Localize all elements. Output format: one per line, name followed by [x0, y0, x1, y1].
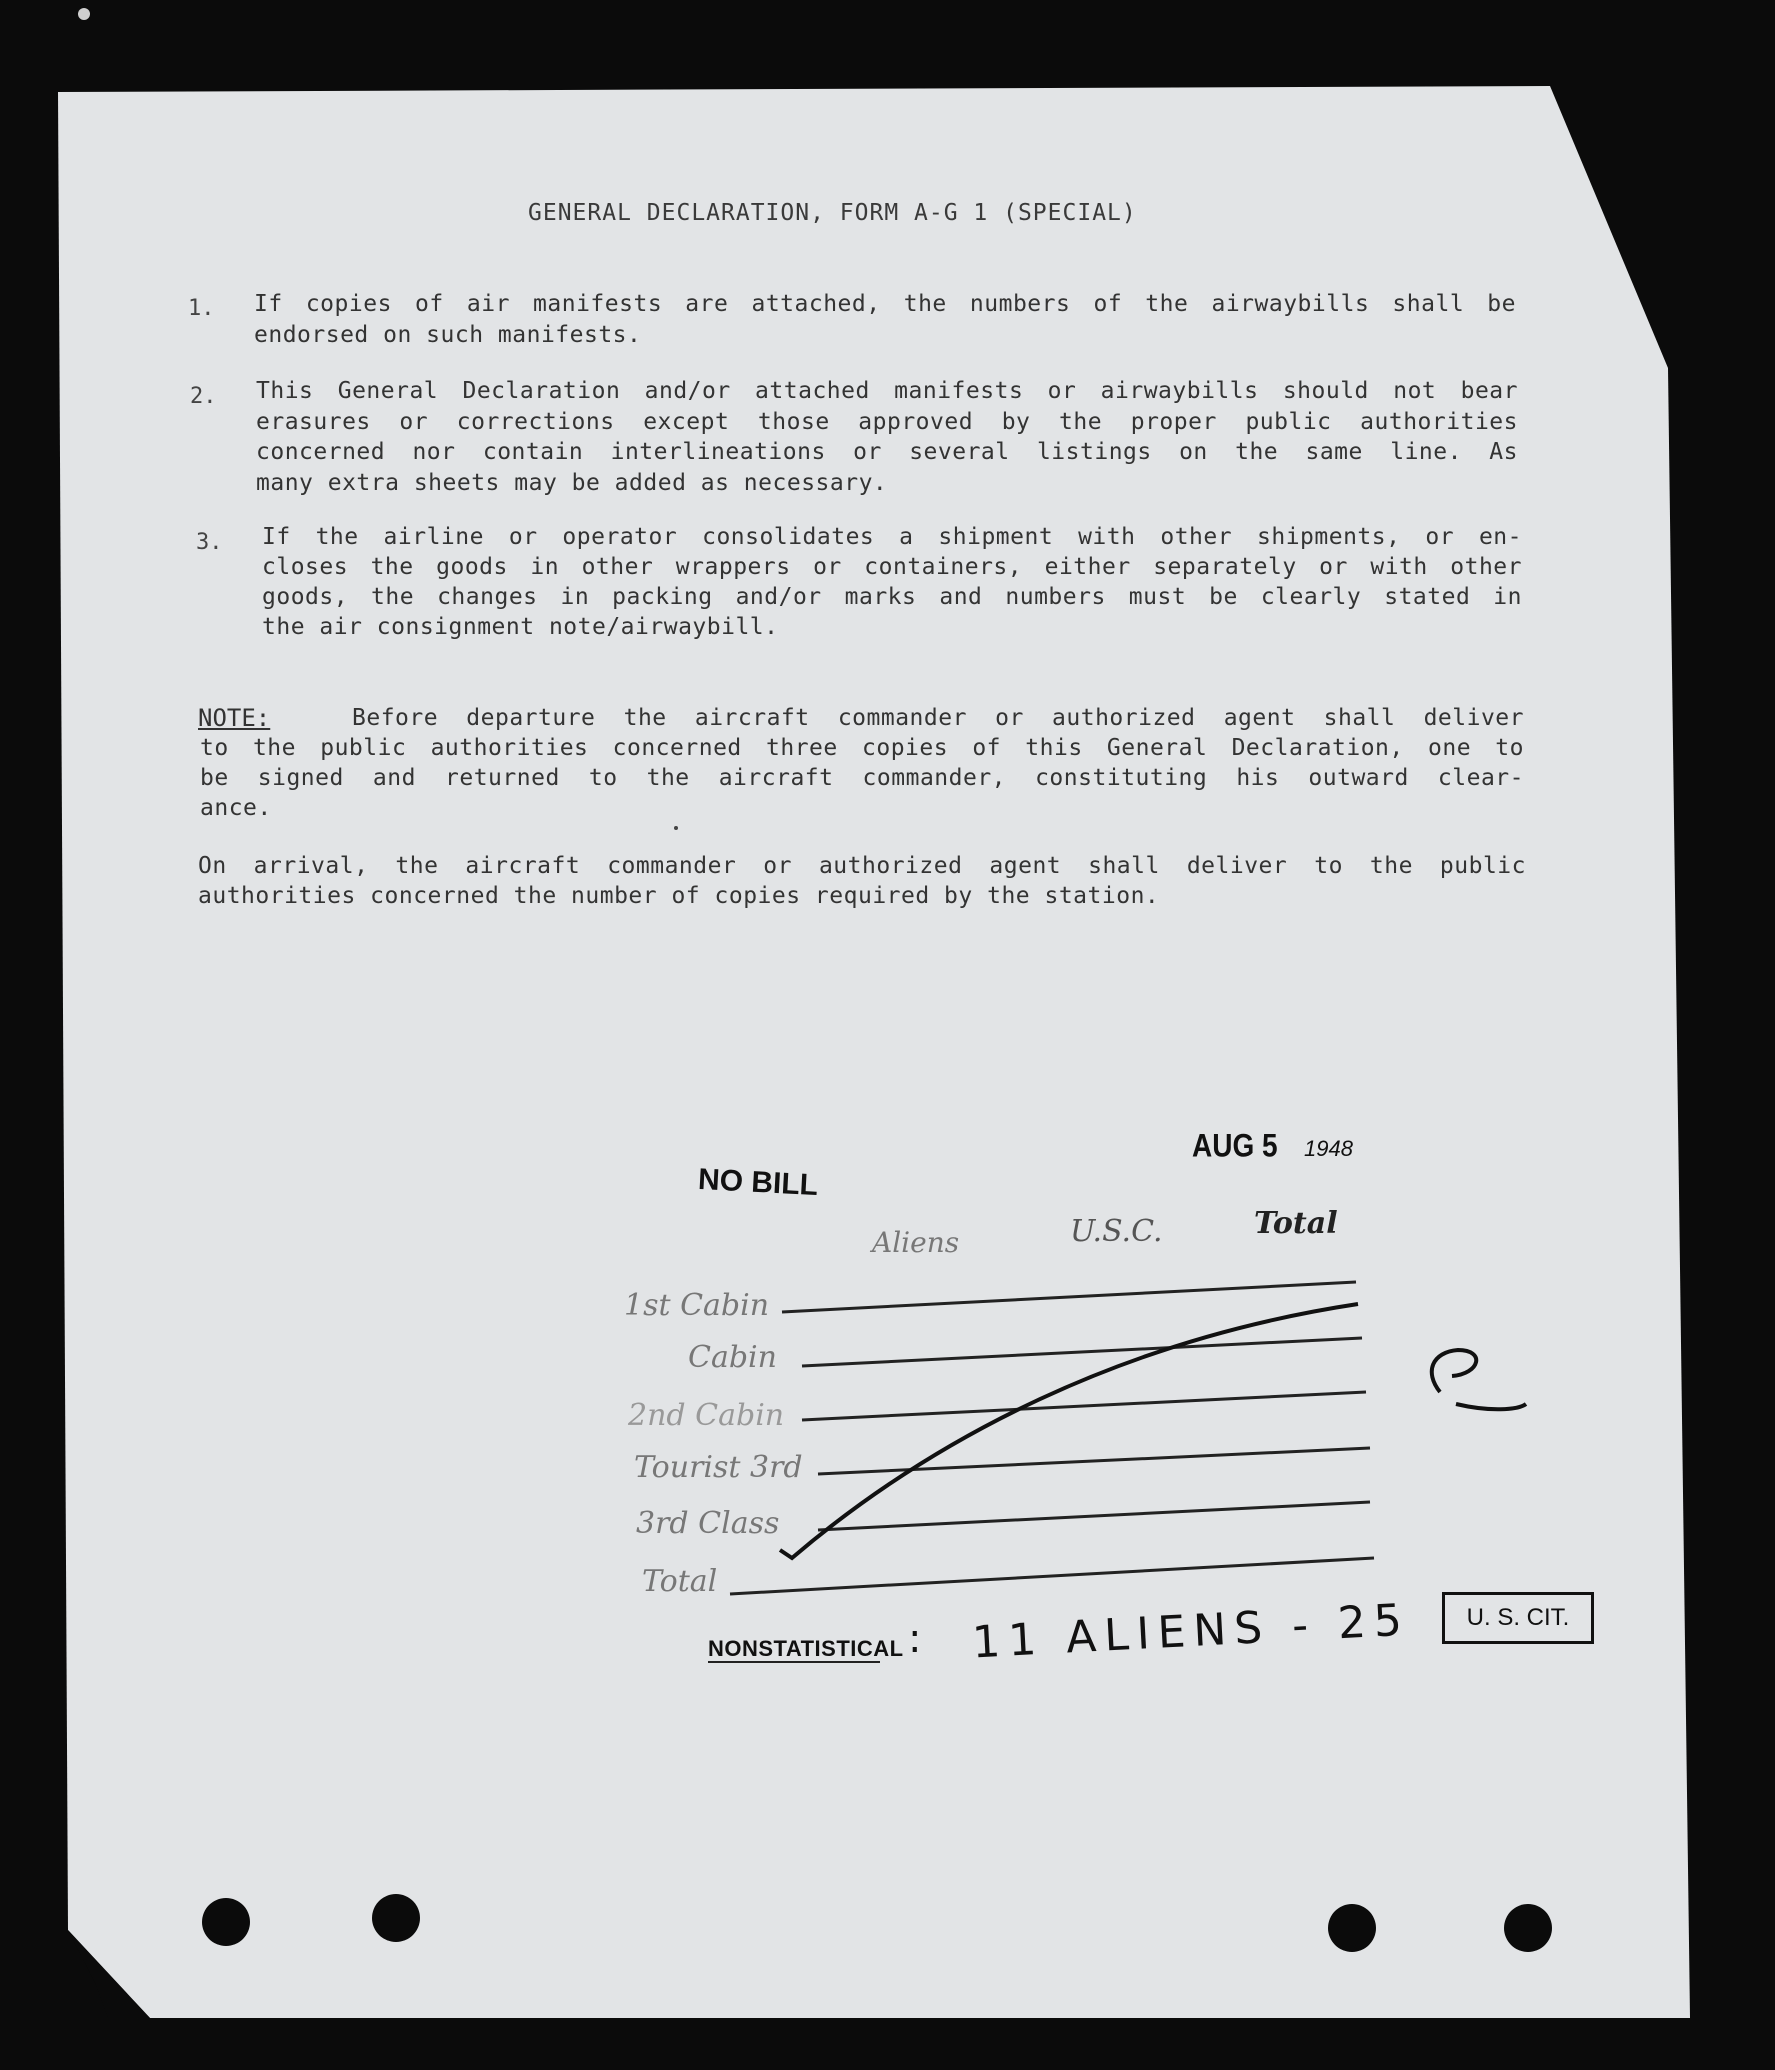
stamp-date: AUG 5 — [1192, 1127, 1278, 1164]
handwritten-alien-count: 11 ALIENS - 25 — [970, 1594, 1412, 1669]
item-line: closes the goods in other wrappers or containers, either separately or with other — [262, 554, 1522, 580]
item-number: 1. — [188, 296, 215, 321]
us-cit-stamp-box: U. S. CIT. — [1442, 1592, 1594, 1644]
punch-hole — [202, 1898, 250, 1946]
punch-hole — [1328, 1904, 1376, 1952]
page-title: GENERAL DECLARATION, FORM A-G 1 (SPECIAL) — [528, 200, 1137, 226]
row-label: Total — [642, 1564, 718, 1599]
item-number: 3. — [196, 530, 223, 555]
row-label: 1st Cabin — [624, 1288, 770, 1323]
speck — [674, 826, 678, 830]
row-label: 3rd Class — [636, 1506, 780, 1541]
no-bill-stamp: NO BILL — [697, 1162, 819, 1203]
row-label: Tourist 3rd — [634, 1450, 803, 1485]
item-line: concerned nor contain interlineations or several listings on the same line. As — [256, 439, 1518, 465]
item-line: endorsed on such manifests. — [254, 322, 642, 348]
speck — [78, 8, 90, 20]
column-header-aliens: Aliens — [872, 1226, 960, 1259]
item-number: 2. — [190, 384, 217, 409]
arrival-line: authorities concerned the number of copies required by the station. — [198, 883, 1160, 909]
stamp-year: 1948 — [1304, 1136, 1353, 1161]
row-label: 2nd Cabin — [628, 1398, 785, 1433]
item-line: This General Declaration and/or attached manifests or airwaybills should not bear — [256, 378, 1518, 404]
punch-hole — [372, 1894, 420, 1942]
nonstatistical-stamp: NONSTATISTICAL — [708, 1636, 904, 1661]
item-line: If the airline or operator consolidates a shipment with other shipments, or en- — [262, 524, 1522, 550]
punch-hole — [1504, 1904, 1552, 1952]
note-line: Before departure the aircraft commander or authorized agent shall deliver — [352, 705, 1524, 731]
handwritten-colon: : — [908, 1616, 930, 1662]
note-line: ance. — [200, 795, 272, 821]
column-header-total: Total — [1254, 1206, 1338, 1241]
arrival-line: On arrival, the aircraft commander or authorized agent shall deliver to the public — [198, 853, 1526, 879]
item-line: many extra sheets may be added as necessary. — [256, 470, 888, 496]
row-label: Cabin — [688, 1340, 777, 1375]
item-line: the air consignment note/airwaybill. — [262, 614, 779, 640]
column-header-usc: U.S.C. — [1070, 1214, 1163, 1249]
item-line: erasures or corrections except those approved by the proper public authorities — [256, 409, 1518, 435]
item-line: goods, the changes in packing and/or marks and numbers must be clearly stated in — [262, 584, 1522, 610]
item-line: If copies of air manifests are attached, the numbers of the airwaybills shall be — [254, 291, 1516, 317]
note-line: to the public authorities concerned three copies of this General Declaration, one to — [200, 735, 1524, 761]
note-label: NOTE: — [198, 704, 271, 732]
note-line: be signed and returned to the aircraft commander, constituting his outward clear- — [200, 765, 1524, 791]
